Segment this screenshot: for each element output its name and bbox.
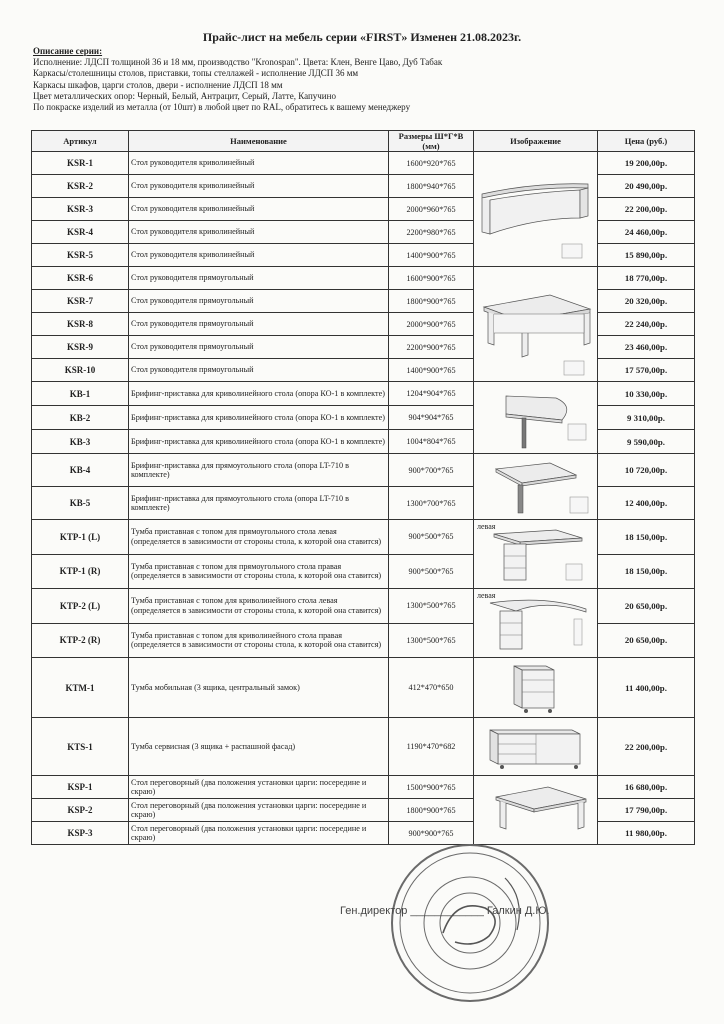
cell-size: 2000*900*765 [389, 313, 474, 336]
cell-size: 1300*500*765 [389, 589, 474, 624]
table-row [32, 382, 695, 406]
cell-article: KSR-9 [32, 336, 129, 359]
product-image-pedestal-top-curved [474, 589, 598, 658]
cell-article: KTP-2 (R) [32, 623, 129, 658]
table-row [32, 520, 695, 555]
image-caption-left: левая [477, 522, 496, 531]
cell-article: KTM-1 [32, 658, 129, 718]
header-price: Цена (руб.) [598, 131, 695, 152]
cell-article: KSR-1 [32, 152, 129, 175]
product-image-pedestal-top-rect [474, 520, 598, 589]
cell-price: 12 400,00р. [598, 487, 695, 520]
cell-name: Тумба приставная с топом для прямоугольного стола левая (определяется в зависимости от стороны стола, к которой она ставится) [129, 520, 389, 555]
meeting-table-illustration [476, 777, 596, 843]
cell-article: KB-5 [32, 487, 129, 520]
cell-size: 412*470*650 [389, 658, 474, 718]
header-image: Изображение [474, 131, 598, 152]
mobile-pedestal-illustration [476, 660, 596, 716]
cell-size: 1300*500*765 [389, 623, 474, 658]
description-line: Каркасы шкафов, царги столов, двери - исполнение ЛДСП 18 мм [33, 79, 283, 90]
cell-name: Стол переговорный (два положения установки царги: посередине и скраю) [129, 822, 389, 845]
briefing-rect-illustration [476, 455, 596, 519]
cell-price: 16 680,00р. [598, 776, 695, 799]
cell-name: Тумба сервисная (3 ящика + распашной фасад) [129, 718, 389, 776]
cell-price: 23 460,00р. [598, 336, 695, 359]
cell-price: 10 720,00р. [598, 454, 695, 487]
price-table [31, 130, 695, 845]
cell-name: Брифинг-приставка для прямоугольного стола (опора LT-710 в комплекте) [129, 454, 389, 487]
cell-name: Стол переговорный (два положения установки царги: посередине и скраю) [129, 799, 389, 822]
cell-size: 1400*900*765 [389, 244, 474, 267]
cell-size: 1800*900*765 [389, 799, 474, 822]
page-title: Прайс-лист на мебель серии «FIRST» Изменен 21.08.2023г. [202, 30, 522, 44]
product-image-meeting-table [474, 776, 598, 845]
cell-price: 10 330,00р. [598, 382, 695, 406]
product-image-service-pedestal [474, 718, 598, 776]
description-line: Каркасы/столешницы столов, приставки, топы стеллажей - исполнение ЛДСП 36 мм [33, 68, 359, 79]
cell-name: Стол переговорный (два положения установки царги: посередине и скраю) [129, 776, 389, 799]
cell-article: KTP-2 (L) [32, 589, 129, 624]
cell-article: KSR-4 [32, 221, 129, 244]
curved-desk-illustration [476, 154, 596, 264]
cell-name: Стол руководителя прямоугольный [129, 290, 389, 313]
cell-article: KSR-5 [32, 244, 129, 267]
cell-name: Стол руководителя криволинейный [129, 152, 389, 175]
cell-price: 24 460,00р. [598, 221, 695, 244]
product-image-rect-desk [474, 267, 598, 382]
cell-size: 1800*940*765 [389, 175, 474, 198]
cell-size: 900*500*765 [389, 520, 474, 555]
cell-article: KB-4 [32, 454, 129, 487]
table-row [32, 658, 695, 718]
table-row [32, 152, 695, 175]
product-image-curved-desk [474, 152, 598, 267]
cell-price: 17 790,00р. [598, 799, 695, 822]
company-stamp [385, 838, 555, 1008]
table-row [32, 718, 695, 776]
cell-size: 1600*920*765 [389, 152, 474, 175]
cell-name: Тумба приставная с топом для криволинейного стола левая (определяется в зависимости от стороны стола, к которой она ставится) [129, 589, 389, 624]
cell-name: Стол руководителя прямоугольный [129, 267, 389, 290]
cell-price: 18 770,00р. [598, 267, 695, 290]
cell-price: 22 200,00р. [598, 718, 695, 776]
cell-size: 1190*470*682 [389, 718, 474, 776]
cell-size: 1500*900*765 [389, 776, 474, 799]
cell-price: 19 200,00р. [598, 152, 695, 175]
cell-size: 2200*900*765 [389, 336, 474, 359]
description-line: По покраске изделий из металла (от 10шт) в любой цвет по RAL, обратитесь к вашему менеджеру [33, 102, 411, 113]
cell-name: Тумба приставная с топом для криволинейного стола правая (определяется в зависимости от стороны стола, к которой она ставится) [129, 623, 389, 658]
cell-article: KSR-7 [32, 290, 129, 313]
cell-article: KSR-8 [32, 313, 129, 336]
rect-desk-illustration [476, 269, 596, 379]
cell-article: KTP-1 (R) [32, 554, 129, 589]
cell-price: 20 650,00р. [598, 623, 695, 658]
cell-name: Брифинг-приставка для криволинейного стола (опора КО-1 в комплекте) [129, 430, 389, 454]
cell-size: 900*700*765 [389, 454, 474, 487]
cell-size: 1204*904*765 [389, 382, 474, 406]
cell-price: 22 240,00р. [598, 313, 695, 336]
cell-name: Стол руководителя криволинейный [129, 175, 389, 198]
cell-article: KSR-10 [32, 359, 129, 382]
cell-size: 1800*900*765 [389, 290, 474, 313]
service-pedestal-illustration [476, 720, 596, 774]
cell-size: 900*500*765 [389, 554, 474, 589]
header-name: Наименование [129, 131, 389, 152]
cell-article: KSP-3 [32, 822, 129, 845]
cell-size: 904*904*765 [389, 406, 474, 430]
cell-size: 2200*980*765 [389, 221, 474, 244]
cell-price: 17 570,00р. [598, 359, 695, 382]
cell-price: 18 150,00р. [598, 520, 695, 555]
table-header-row [32, 131, 695, 152]
description-line: Цвет металлических опор: Черный, Белый, Антрацит, Серый, Латте, Капучино [33, 90, 336, 101]
cell-article: KSP-2 [32, 799, 129, 822]
cell-name: Стол руководителя прямоугольный [129, 313, 389, 336]
cell-price: 20 320,00р. [598, 290, 695, 313]
cell-size: 1004*804*765 [389, 430, 474, 454]
cell-article: KTS-1 [32, 718, 129, 776]
cell-name: Тумба приставная с топом для прямоугольного стола правая (определяется в зависимости от стороны стола, к которой она ставится) [129, 554, 389, 589]
table-row [32, 454, 695, 487]
cell-price: 18 150,00р. [598, 554, 695, 589]
cell-article: KSR-3 [32, 198, 129, 221]
cell-article: KSR-2 [32, 175, 129, 198]
cell-price: 20 650,00р. [598, 589, 695, 624]
cell-article: KSP-1 [32, 776, 129, 799]
cell-article: KB-2 [32, 406, 129, 430]
cell-price: 9 590,00р. [598, 430, 695, 454]
cell-article: KB-1 [32, 382, 129, 406]
description-header: Описание серии: [33, 46, 103, 56]
cell-price: 11 980,00р. [598, 822, 695, 845]
cell-name: Стол руководителя криволинейный [129, 244, 389, 267]
header-article: Артикул [32, 131, 129, 152]
cell-name: Стол руководителя прямоугольный [129, 336, 389, 359]
cell-name: Стол руководителя прямоугольный [129, 359, 389, 382]
cell-size: 2000*960*765 [389, 198, 474, 221]
cell-article: KB-3 [32, 430, 129, 454]
cell-name: Тумба мобильная (3 ящика, центральный замок) [129, 658, 389, 718]
table-row [32, 589, 695, 624]
cell-name: Стол руководителя криволинейный [129, 198, 389, 221]
cell-price: 9 310,00р. [598, 406, 695, 430]
cell-price: 15 890,00р. [598, 244, 695, 267]
header-size: Размеры Ш*Г*В (мм) [389, 131, 474, 152]
cell-name: Брифинг-приставка для криволинейного стола (опора КО-1 в комплекте) [129, 406, 389, 430]
director-signature: Ген.директор ____________ Галкин Д.Ю. [340, 905, 550, 917]
table-row [32, 776, 695, 799]
table-row [32, 267, 695, 290]
cell-price: 22 200,00р. [598, 198, 695, 221]
cell-size: 900*900*765 [389, 822, 474, 845]
cell-name: Брифинг-приставка для прямоугольного стола (опора LT-710 в комплекте) [129, 487, 389, 520]
cell-name: Брифинг-приставка для криволинейного стола (опора КО-1 в комплекте) [129, 382, 389, 406]
image-caption-left: левая [477, 591, 496, 600]
cell-size: 1400*900*765 [389, 359, 474, 382]
cell-name: Стол руководителя криволинейный [129, 221, 389, 244]
cell-size: 1600*900*765 [389, 267, 474, 290]
product-image-briefing-curved [474, 382, 598, 454]
description-line: Исполнение: ЛДСП толщиной 36 и 18 мм, производство "Kronospan". Цвета: Клен, Венге Цаво, Дуб Табак [33, 57, 443, 68]
cell-price: 11 400,00р. [598, 658, 695, 718]
product-image-briefing-rect [474, 454, 598, 520]
briefing-curved-illustration [476, 384, 596, 452]
series-description [33, 46, 442, 113]
product-image-mobile-pedestal [474, 658, 598, 718]
cell-article: KTP-1 (L) [32, 520, 129, 555]
cell-price: 20 490,00р. [598, 175, 695, 198]
cell-article: KSR-6 [32, 267, 129, 290]
cell-size: 1300*700*765 [389, 487, 474, 520]
